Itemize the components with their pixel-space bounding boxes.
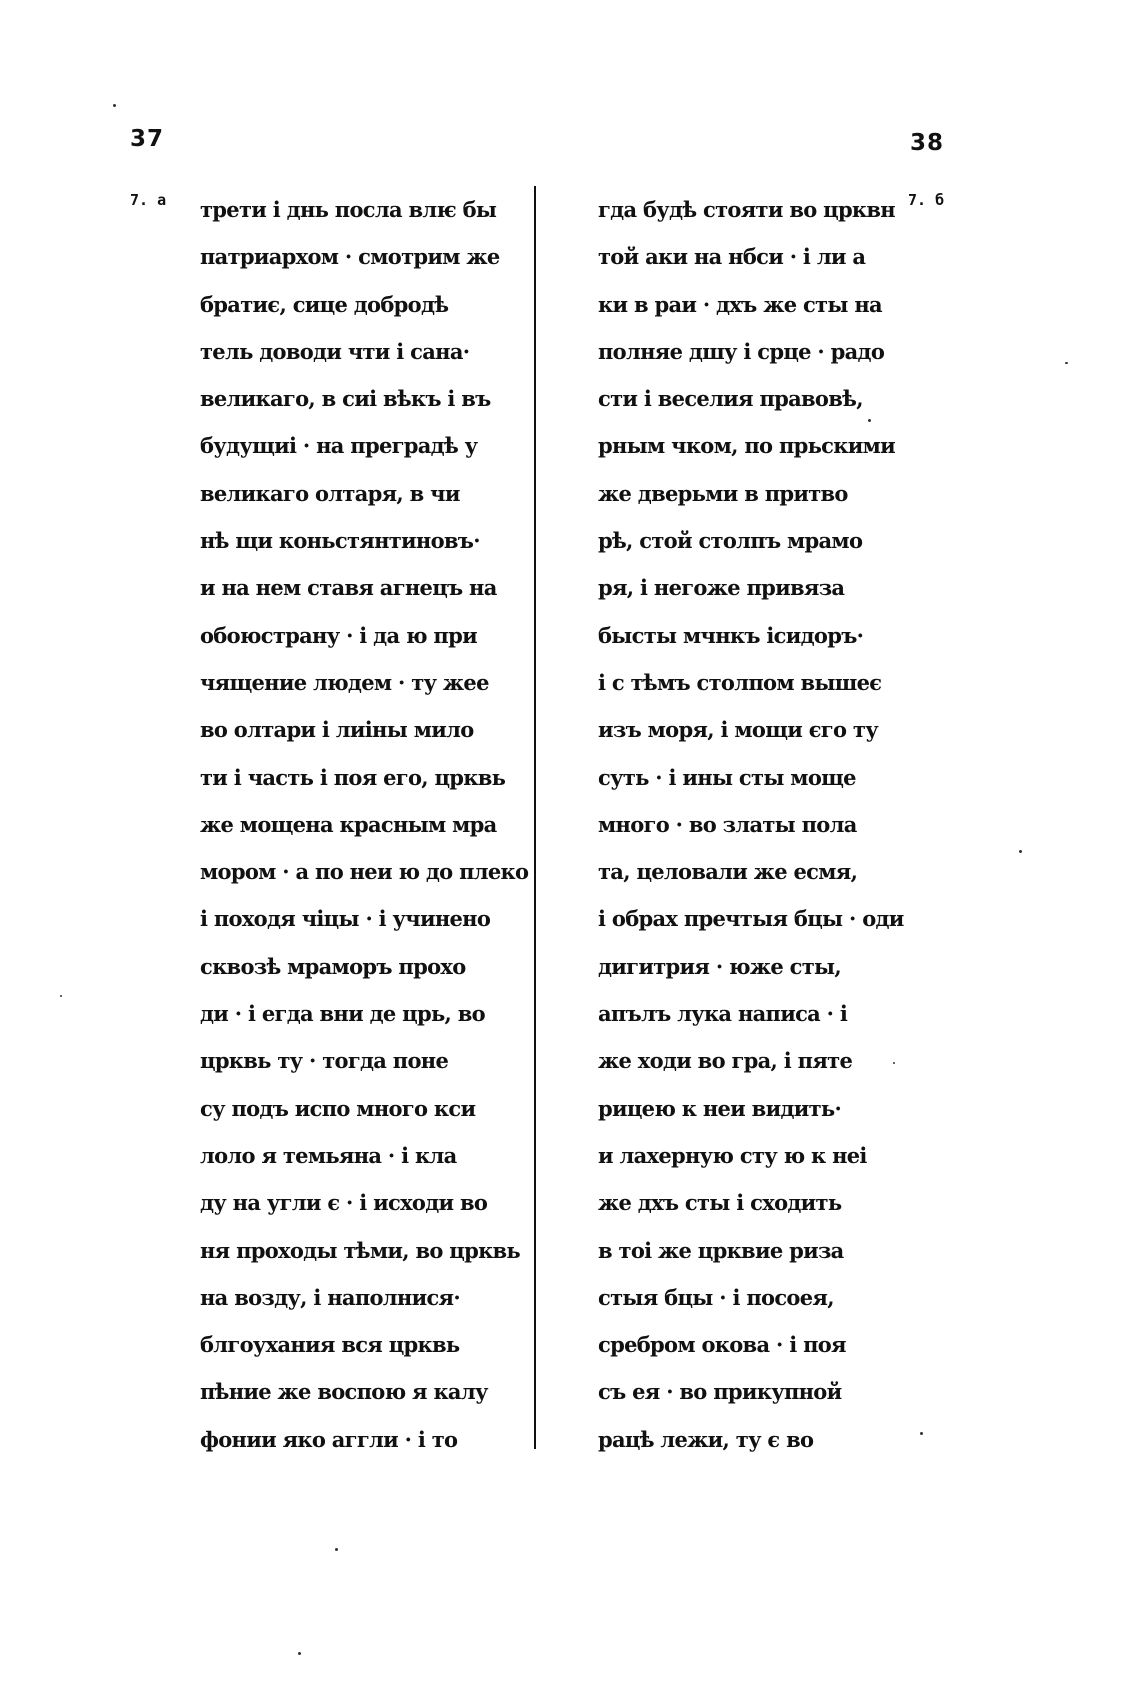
text-line: патриархом · смотрим же	[200, 244, 500, 270]
right-folio-mark: 7. б	[908, 191, 945, 209]
text-line: црквь ту · тогда поне	[200, 1048, 449, 1074]
text-line: той аки на нбси · і ли а	[598, 244, 866, 270]
text-line: су подъ испо много кси	[200, 1095, 476, 1121]
text-line: же дверьми в притво	[598, 480, 848, 506]
left-folio-mark: 7. а	[130, 191, 167, 209]
text-line: изъ моря, і мощи єго ту	[598, 717, 878, 743]
scan-speck	[335, 1548, 338, 1551]
scan-speck	[1065, 362, 1068, 364]
right-text-column	[598, 195, 904, 1472]
scan-speck	[920, 1432, 923, 1435]
scan-speck	[868, 419, 871, 422]
text-line: во олтари і лиіны мило	[200, 717, 474, 743]
text-line: и на нем ставя агнецъ на	[200, 575, 497, 601]
text-line: ду на угли є · і исходи во	[200, 1190, 488, 1216]
text-line: рѣ, стой столпъ мрамо	[598, 528, 863, 554]
text-line: в тоі же црквие риза	[598, 1237, 844, 1263]
text-line: та, целовали же есмя,	[598, 859, 858, 885]
text-line: нѣ щи коньстянтиновъ·	[200, 528, 480, 554]
text-line: много · во златы пола	[598, 811, 857, 837]
text-line: і обрах пречтыя бцы · оди	[598, 906, 904, 932]
scan-speck	[893, 1062, 895, 1064]
text-line: сквозѣ мраморъ прохо	[200, 953, 466, 979]
text-line: же ходи во гра, і пяте	[598, 1048, 853, 1074]
text-line: и лахерную сту ю к неі	[598, 1142, 867, 1168]
text-line: ки в раи · дхъ же сты на	[598, 291, 882, 317]
text-line: же дхъ сты і сходить	[598, 1190, 842, 1216]
text-line: тель доводи чти і сана·	[200, 338, 470, 364]
text-line: гда будѣ стояти во црквн	[598, 197, 895, 222]
text-line: ня проходы тѣми, во црквь	[200, 1237, 520, 1263]
text-line: ди · і егда вни де црь, во	[200, 1001, 485, 1027]
text-line: великаго олтаря, в чи	[200, 480, 460, 506]
text-line: же мощена красным мра	[200, 811, 497, 837]
text-line: сти і веселия правовѣ,	[598, 386, 863, 412]
text-line: ря, і негоже привяза	[598, 575, 845, 601]
text-line: рицею к неи видить·	[598, 1095, 842, 1121]
text-line: пѣние же воспою я калу	[200, 1379, 488, 1405]
text-line: братиє, сице добродѣ	[200, 291, 449, 317]
text-line: апълъ лука написа · і	[598, 1001, 848, 1027]
text-line: полняе дшу і срце · радо	[598, 338, 885, 364]
text-line: суть · і ины сты моще	[598, 764, 856, 790]
text-line: трети і днь посла влѥ бы	[200, 197, 497, 222]
text-line: рным чком, по прьскими	[598, 433, 896, 459]
text-line: будущиі · на преградѣ у	[200, 433, 478, 459]
scan-speck	[1019, 850, 1022, 853]
text-line: бысты мчнкъ ісидоръ·	[598, 622, 864, 648]
text-line: чящение людем · ту жее	[200, 669, 489, 695]
text-line: рацѣ лежи, ту є во	[598, 1426, 814, 1452]
text-line: на возду, і наполнися·	[200, 1284, 460, 1310]
scan-speck	[298, 1652, 301, 1655]
text-line: обоюстрану · і да ю при	[200, 622, 477, 648]
text-line: дигитрия · юже сты,	[598, 953, 842, 979]
text-line: сребром окова · і поя	[598, 1332, 846, 1358]
text-line: великаго, в сиі вѣкъ і въ	[200, 386, 491, 412]
right-page-number: 38	[910, 130, 945, 156]
text-line: і с тѣмъ столпом вышеє	[598, 669, 882, 695]
scan-speck	[60, 995, 62, 997]
text-line: фонии яко аггли · і то	[200, 1426, 458, 1452]
text-line: блгоухания вся црквь	[200, 1332, 460, 1358]
text-line: лоло я темьяна · і кла	[200, 1142, 457, 1168]
scan-speck	[113, 104, 116, 107]
text-line: ти і часть і поя его, црквь	[200, 764, 506, 790]
left-page-number: 37	[130, 126, 165, 152]
column-divider	[534, 186, 536, 1449]
text-line: съ ея · во прикупной	[598, 1379, 842, 1405]
text-line: мором · а по неи ю до плеко	[200, 859, 529, 885]
left-text-column	[200, 195, 528, 1472]
text-line: стыя бцы · і посоея,	[598, 1284, 834, 1310]
text-line: і походя чіцы · і учинено	[200, 906, 491, 932]
